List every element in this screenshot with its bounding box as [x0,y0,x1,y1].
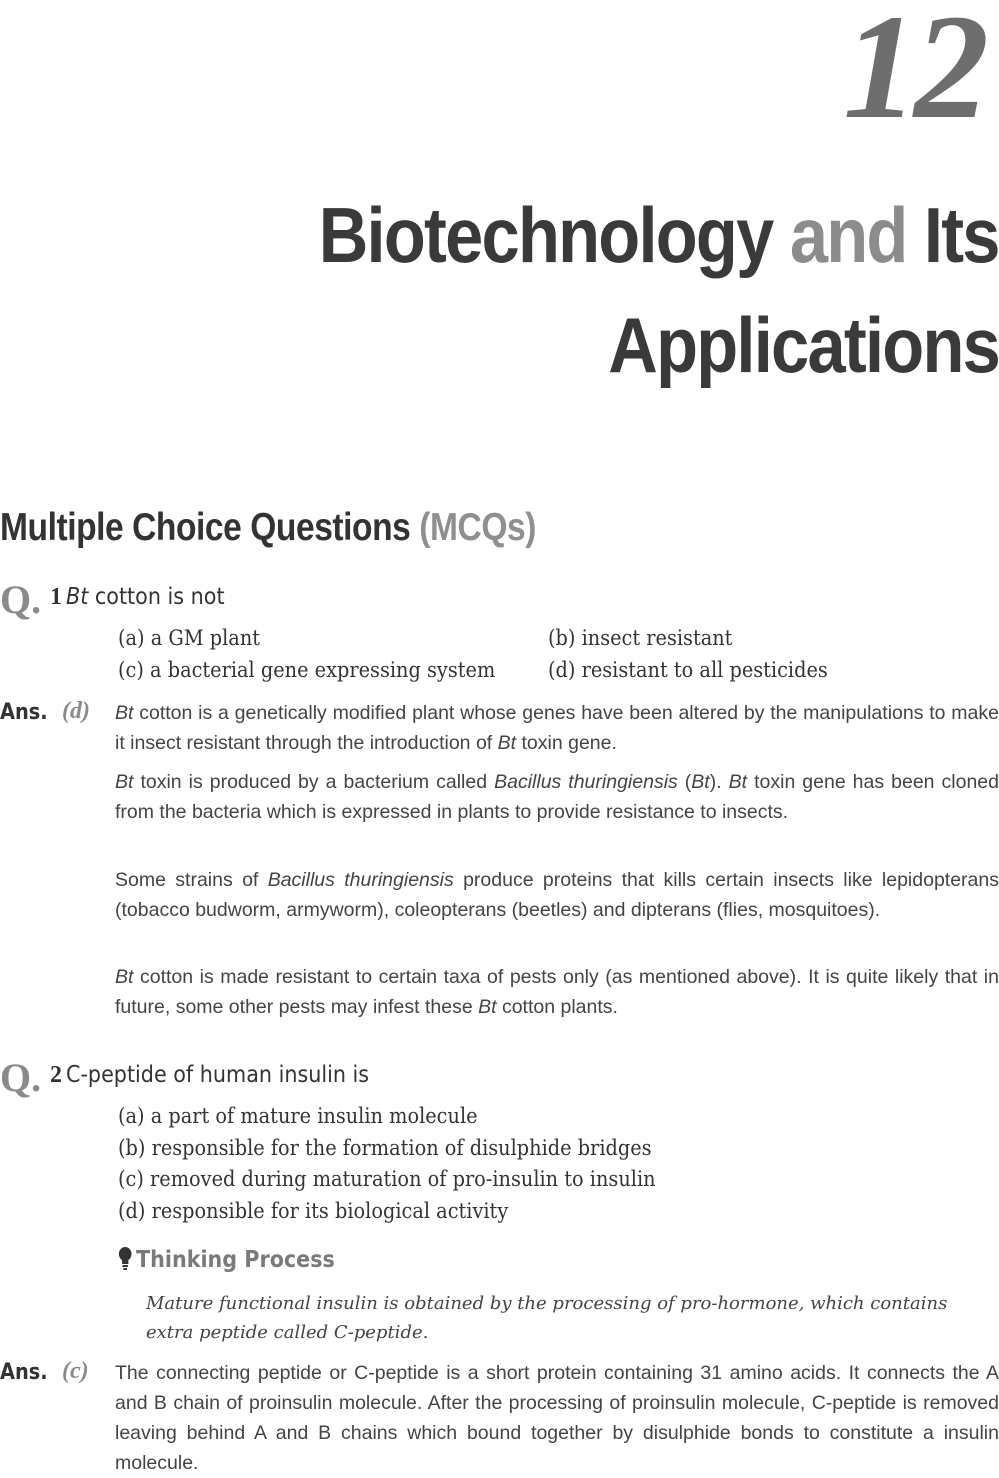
answer-text: Some strains of [115,869,268,891]
answer-text: cotton is made resistant to certain taxa of pests only (as mentioned above). It is quite likely that in future, some other pests may infest these [115,966,999,1018]
option-c: (c) a bacterial gene expressing system [118,658,496,682]
option-d: (d) resistant to all pesticides [548,658,828,682]
chapter-number: 12 [843,0,985,150]
chapter-title-part-1: Biotechnology [319,191,791,279]
answer-paragraph [115,698,999,758]
question-stem-italic: Bt [66,584,89,610]
answer-text-italic: Bt [478,996,497,1018]
thinking-process-text: Mature functional insulin is obtained by the processing of pro-hormone, which contains extra peptide called C-peptide. [146,1293,948,1343]
question-number: 2 [50,1062,62,1088]
option-d: (d) responsible for its biological activity [118,1199,509,1223]
chapter-title-line-1 [319,191,999,279]
answer-paragraph: The connecting peptide or C-peptide is a short protein containing 31 amino acids. It connects the A and B chain of proinsulin molecule. After the processing of proinsulin molecule, C-peptide is removed leaving behind A and B chains which bound together by disulphide bonds to constitute a insulin molecule. [115,1362,999,1474]
answer-text-italic: Bt [115,702,134,724]
answer-letter: (c) [62,1358,89,1384]
answer-text-italic: Bacillus thuringiensis [267,869,454,891]
answer-text: toxin gene. [516,732,617,754]
lightbulb-icon [118,1246,132,1270]
question-2-header [50,1062,403,1089]
answer-text-italic: Bacillus thuringiensis [494,771,678,793]
section-heading [0,506,536,550]
answer-text: ( [677,771,692,793]
question-stem: C-peptide of human insulin is [66,1062,370,1088]
thinking-heading-text: Thinking Process [136,1247,335,1273]
answer-text: toxin is produced by a bacterium called [133,771,495,793]
question-stem-rest: cotton is not [88,584,226,610]
section-heading-main: Multiple Choice Questions [0,506,420,549]
question-1-header [50,584,243,611]
question-mark-2: Q. [0,1055,42,1100]
question-stem [66,584,225,610]
thinking-process-heading [118,1246,335,1273]
option-a: (a) a part of mature insulin molecule [118,1104,478,1128]
chapter-title-its: Its [906,191,999,279]
answer-text-italic: Bt [497,732,517,754]
answer-label: Ans. [0,1360,48,1385]
answer-paragraph [115,865,999,925]
answer-text-italic: Bt [115,966,134,988]
question-number: 1 [50,584,62,610]
answer-label: Ans. [0,700,48,725]
option-a: (a) a GM plant [118,626,261,650]
answer-text: cotton is a genetically modified plant whose genes have been altered by the manipulations to make it insect resistant through the introduction of [115,702,999,754]
option-b: (b) responsible for the formation of disulphide bridges [118,1136,652,1160]
answer-text-italic: Bt [728,771,748,793]
answer-text: cotton plants. [496,996,618,1018]
chapter-title-line-2: Applications [608,301,999,389]
option-c: (c) removed during maturation of pro-insulin to insulin [118,1167,656,1191]
chapter-title-and: and [790,191,907,279]
question-mark-1: Q. [0,577,42,622]
answer-text-italic: Bt [691,771,710,793]
answer-letter: (d) [62,698,90,724]
answer-text-italic: Bt [115,771,134,793]
answer-paragraph [115,767,999,827]
answer-text: ). [709,771,729,793]
option-b: (b) insect resistant [548,626,733,650]
answer-text: produce proteins that kills certain insects like lepidopterans (tobacco budworm, armyworm), coleopterans (beetles) and dipterans (flies, mosquitoes). [115,869,999,921]
section-heading-sub: (MCQs) [419,506,536,549]
answer-paragraph [115,962,999,1022]
answer-text: toxin gene has been cloned from the bacteria which is expressed in plants to provide resistance to insects. [115,771,999,823]
